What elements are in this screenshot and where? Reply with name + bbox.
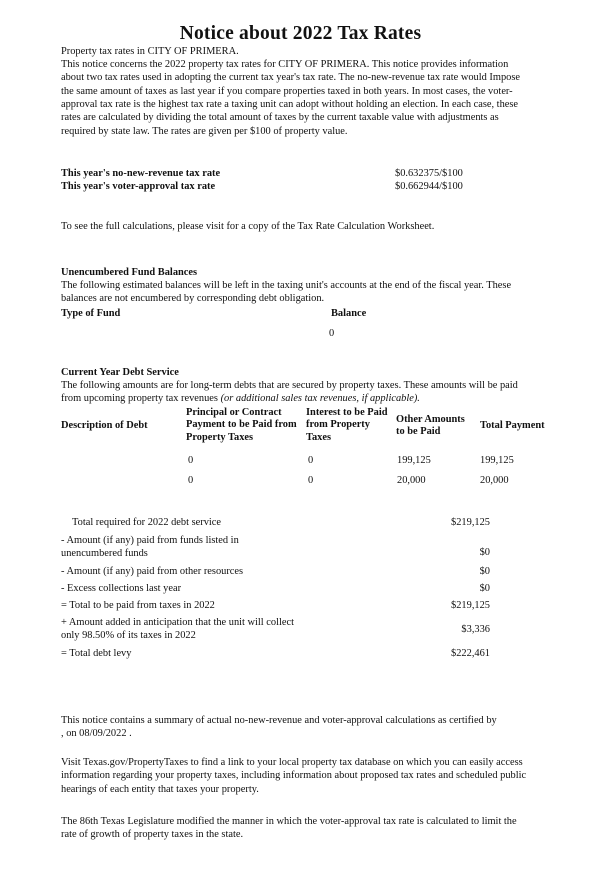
summary-label: - Excess collections last year bbox=[61, 583, 182, 594]
cell-interest: 0 bbox=[308, 475, 314, 486]
cell-total: 20,000 bbox=[480, 475, 509, 486]
debt-text-plain: The following amounts are for long-term debts that are secured by property taxes. These amounts will be paid from upcoming property tax revenues bbox=[61, 380, 518, 405]
debt-text bbox=[61, 379, 523, 406]
debt-text-italic: (or additional sales tax revenues, if applicable). bbox=[220, 393, 420, 405]
summary-value: $219,125 bbox=[451, 517, 490, 528]
unencumbered-heading: Unencumbered Fund Balances bbox=[61, 267, 198, 278]
summary-value: $3,336 bbox=[461, 624, 490, 635]
rate-label: This year's voter-approval tax rate bbox=[61, 181, 216, 192]
summary-value: $0 bbox=[479, 583, 490, 594]
summary-label: - Amount (if any) paid from funds listed in unencumbered funds bbox=[61, 535, 239, 560]
certification-paragraph: This notice contains a summary of actual no-new-revenue and voter-approval calculations as certified by , on 08/09/2022 . bbox=[61, 715, 497, 740]
texas-gov-paragraph: Visit Texas.gov/PropertyTaxes to find a link to your local property tax database on which you can easily access information regarding your property taxes, including information about proposed tax rates and scheduled public hearings of each entity that taxes your property. bbox=[61, 757, 527, 795]
header-description: Description of Debt bbox=[61, 420, 148, 431]
summary-label: = Total debt levy bbox=[61, 648, 132, 659]
legislature-paragraph: The 86th Texas Legislature modified the manner in which the voter-approval tax rate is calculated to limit the rate of growth of property taxes in the state. bbox=[61, 816, 517, 841]
page-title: Notice about 2022 Tax Rates bbox=[179, 23, 422, 44]
summary-value: $222,461 bbox=[451, 648, 490, 659]
cell-other: 199,125 bbox=[397, 455, 431, 466]
intro-line: Property tax rates in CITY OF PRIMERA. bbox=[61, 46, 239, 57]
fund-type-header: Type of Fund bbox=[61, 308, 121, 319]
debt-heading: Current Year Debt Service bbox=[61, 367, 179, 378]
header-total: Total Payment bbox=[480, 420, 545, 431]
fund-balance-value: 0 bbox=[329, 328, 335, 339]
fund-balance-header: Balance bbox=[331, 308, 367, 319]
intro-body: This notice concerns the 2022 property tax rates for CITY OF PRIMERA. This notice provides information about two tax rates used in adopting the current tax year's tax rate. The no-new-revenue tax rate would Impose the same amount of taxes as last year if you compare properties taxed in both years. In most cases, the voter-approval tax rate is the highest tax rate a taxing unit can adopt without holding an election. In each case, these rates are calculated by dividing the total amount of taxes by the current taxable value with adjustments as required by state law. The rates are given per $100 of property value. bbox=[61, 59, 520, 137]
rate-value: $0.632375/$100 bbox=[395, 168, 463, 179]
unencumbered-text: The following estimated balances will be left in the taxing unit's accounts at the end of the fiscal year. These balances are not encumbered by corresponding debt obligation. bbox=[61, 280, 512, 305]
summary-label: + Amount added in anticipation that the unit will collect only 98.50% of its taxes in 2022 bbox=[61, 617, 294, 642]
rate-label: This year's no-new-revenue tax rate bbox=[61, 168, 221, 179]
summary-label: = Total to be paid from taxes in 2022 bbox=[61, 600, 215, 611]
header-other: Other Amounts to be Paid bbox=[396, 414, 465, 438]
header-principal: Principal or Contract Payment to be Paid from Property Taxes bbox=[186, 407, 297, 443]
summary-value: $0 bbox=[479, 547, 490, 558]
cell-other: 20,000 bbox=[397, 475, 426, 486]
summary-value: $219,125 bbox=[451, 600, 490, 611]
cell-interest: 0 bbox=[308, 455, 314, 466]
cell-principal: 0 bbox=[188, 455, 194, 466]
cell-principal: 0 bbox=[188, 475, 194, 486]
worksheet-note: To see the full calculations, please visit for a copy of the Tax Rate Calculation Worksheet. bbox=[61, 221, 435, 232]
summary-value: $0 bbox=[479, 566, 490, 577]
rate-value: $0.662944/$100 bbox=[395, 181, 463, 192]
header-interest: Interest to be Paid from Property Taxes bbox=[306, 407, 388, 443]
summary-label: - Amount (if any) paid from other resources bbox=[61, 566, 244, 577]
summary-label: Total required for 2022 debt service bbox=[72, 517, 222, 528]
cell-total: 199,125 bbox=[480, 455, 514, 466]
